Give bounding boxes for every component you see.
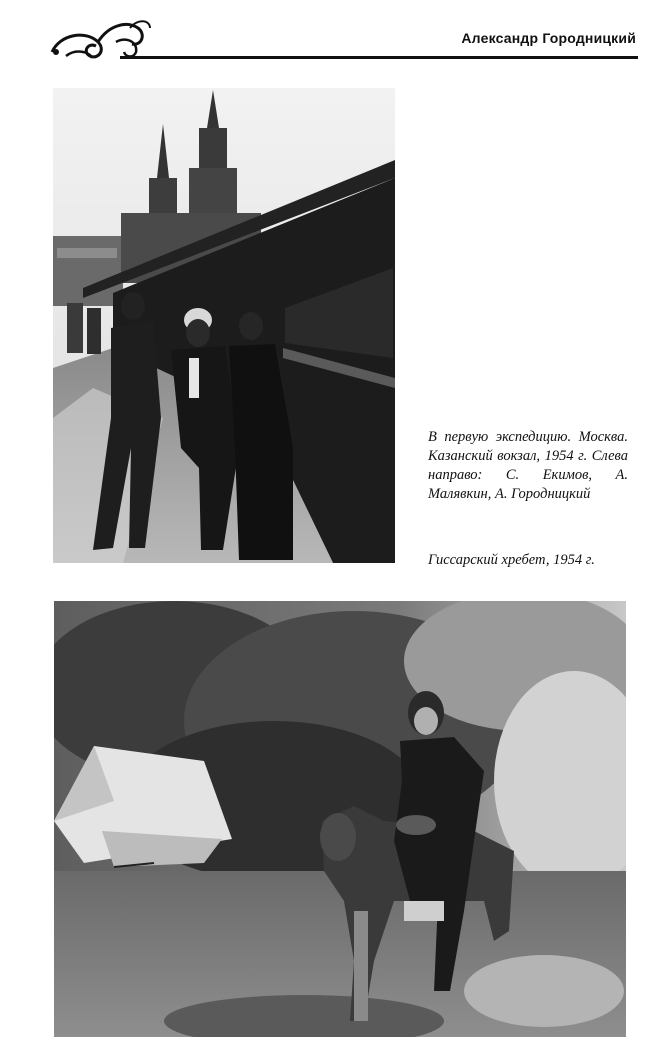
photo-kazansky-station — [53, 88, 395, 563]
photo-gissar-range — [54, 601, 626, 1037]
header-rule — [120, 56, 638, 59]
caption-photo-1: В первую экспедицию. Москва. Казанский вокзал, 1954 г. Слева направо: С. Екимов, А. Малявкин, А. Городницкий — [428, 429, 628, 502]
caption-photo-2: Гиссарский хребет, 1954 г. — [428, 552, 595, 568]
running-head: Александр Городницкий — [461, 30, 636, 46]
